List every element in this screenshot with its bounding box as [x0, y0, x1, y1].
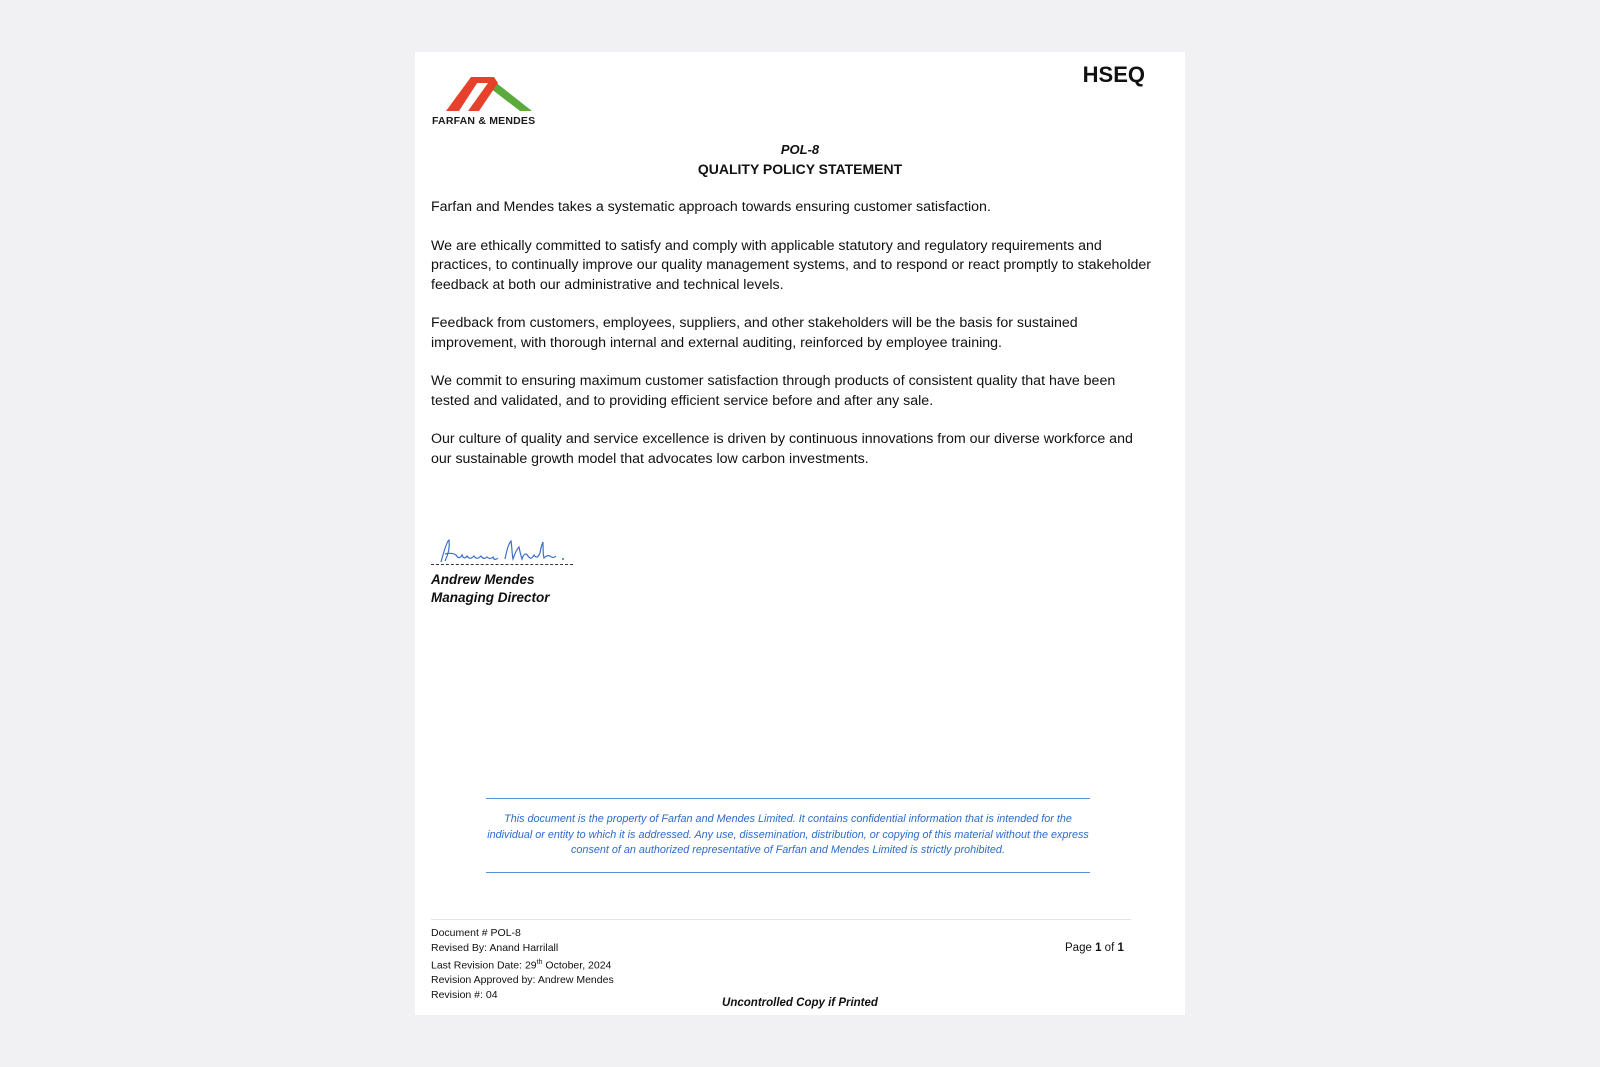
document-number: Document # POL-8	[431, 927, 521, 939]
signature-line	[431, 564, 573, 565]
policy-paragraph: Our culture of quality and service excellence is driven by continuous innovations from our diverse workforce and our sustainable growth model that advocates low carbon investments.	[431, 431, 1133, 467]
confidentiality-notice: This document is the property of Farfan and Mendes Limited. It contains confidential information that is intended for the individual or entity to which it is addressed. Any use, dissemination, distribution, or copying of this material without the express consent of an authorized representative of Farfan and Mendes Limited is strictly prohibited.	[487, 813, 1089, 856]
revised-by: Revised By: Anand Harrilall	[431, 941, 559, 954]
divider	[486, 872, 1090, 873]
page-number: Page 1 of 1	[1065, 942, 1124, 954]
policy-paragraph: We commit to ensuring maximum customer satisfaction through products of consistent quality that have been tested and validated, and to providing efficient service before and after any sale.	[431, 373, 1116, 409]
signer-name: Andrew Mendes	[431, 572, 535, 587]
policy-body	[431, 198, 1151, 488]
signature-scribble-icon	[431, 537, 576, 565]
policy-paragraph: Feedback from customers, employees, suppliers, and other stakeholders will be the basis for sustained improvement, with thorough internal and external auditing, reinforced by employee training.	[431, 315, 1078, 351]
revision-number: Revision #: 04	[431, 988, 498, 1001]
divider	[486, 798, 1090, 799]
company-logo	[432, 76, 550, 130]
logo-mark-icon	[446, 76, 536, 112]
uncontrolled-copy-notice: Uncontrolled Copy if Printed	[722, 997, 878, 1009]
signer-role: Managing Director	[431, 590, 550, 605]
revision-date: Last Revision Date: 29th October, 2024	[431, 958, 612, 972]
divider	[431, 919, 1131, 920]
document-title: QUALITY POLICY STATEMENT	[697, 161, 903, 177]
policy-paragraph: We are ethically committed to satisfy and comply with applicable statutory and regulatory requirements and practices, to continually improve our quality management systems, and to respond or react promptly to stakeholder feedback at both our administrative and technical levels.	[431, 237, 1151, 293]
document-metadata	[431, 926, 614, 1002]
approved-by: Revision Approved by: Andrew Mendes	[431, 973, 614, 986]
department-label: HSEQ	[1082, 62, 1145, 87]
document-page	[415, 52, 1185, 1015]
document-code: POL-8	[780, 142, 820, 157]
logo-text: FARFAN & MENDES	[432, 115, 536, 127]
signature	[431, 537, 576, 567]
policy-paragraph: Farfan and Mendes takes a systematic approach towards ensuring customer satisfaction.	[431, 199, 991, 215]
